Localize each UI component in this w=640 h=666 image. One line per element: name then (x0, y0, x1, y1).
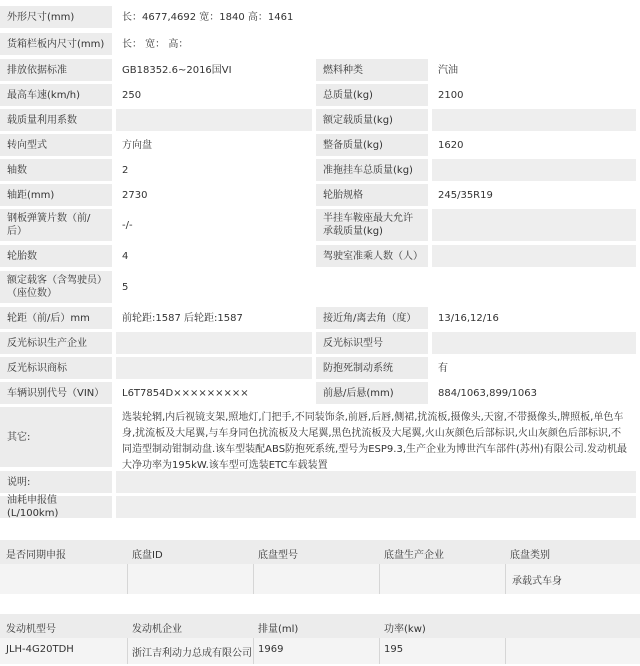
chassis-table (0, 540, 640, 594)
chassis-header-model: 底盘型号 (258, 550, 298, 561)
rated-load-label: 额定载质量(kg) (316, 109, 428, 131)
cargo-box-value: 长： 宽： 高： (122, 38, 189, 50)
reflector-maker-value (116, 332, 312, 354)
total-mass-value: 2100 (438, 89, 464, 101)
tire-count-value: 4 (122, 250, 129, 262)
tire-spec-value: 245/35R19 (438, 189, 493, 201)
chassis-divider (379, 564, 380, 594)
chassis-cell-id (132, 572, 250, 586)
engine-divider (505, 638, 506, 664)
chassis-cell-model (258, 572, 376, 586)
chassis-cell-maker (384, 572, 502, 586)
chassis-divider (505, 564, 506, 594)
reflector-maker-label: 反光标识生产企业 (0, 332, 112, 354)
dimensions-label: 外形尺寸(mm) (0, 6, 112, 28)
leaf-springs-value: -/- (122, 219, 133, 231)
cargo-box-label: 货箱栏板内尺寸(mm) (0, 33, 112, 55)
engine-cell-power: 195 (384, 644, 404, 655)
fuel-consumption-value (116, 496, 636, 518)
chassis-header-id: 底盘ID (132, 550, 163, 561)
wheelbase-label: 轴距(mm) (0, 184, 112, 206)
reflector-model-value (432, 332, 636, 354)
engine-header-power: 功率(kw) (384, 624, 426, 635)
engine-cell-displacement: 1969 (258, 644, 284, 655)
steering-label: 转向型式 (0, 134, 112, 156)
chassis-divider (127, 564, 128, 594)
saddle-load-value (432, 209, 636, 241)
other-label: 其它: (0, 407, 112, 467)
overhang-label: 前悬/后悬(mm) (316, 382, 428, 404)
engine-cell-model: JLH-4G20TDH (6, 644, 74, 655)
chassis-header-maker: 底盘生产企业 (384, 550, 444, 561)
chassis-header-category: 底盘类别 (510, 550, 550, 561)
tire-count-label: 轮胎数 (0, 245, 112, 267)
abs-label: 防抱死制动系统 (316, 357, 428, 379)
chassis-divider (253, 564, 254, 594)
reflector-brand-value (116, 357, 312, 379)
engine-divider (127, 638, 128, 664)
approach-departure-label: 接近角/离去角（度） (316, 307, 428, 329)
wheelbase-value: 2730 (122, 189, 148, 201)
rated-load-value (432, 109, 636, 131)
notes-value (116, 471, 636, 493)
other-value: 选装轮辋,内后视镜支架,照地灯,门把手,不同装饰条,前唇,后唇,侧裙,扰流板,摄像头,天窗,不带摄像头,牌照板,单色车身,扰流板及大尾翼,与车身同色扰流板及大尾翼,黑色扰流板及大尾翼,火山灰颜色后部标识,火山灰颜色后部标识,不同造型制动钳制动盘.该车型装配ABS防抱死系统,型号为ESP9.3,生产企业为博世汽车部件(苏州)有限公司.发动机最大净功率为195kW.该车型可选装ETC车载装置 (122, 412, 627, 471)
notes-label: 说明: (0, 471, 112, 493)
max-speed-label: 最高车速(km/h) (0, 84, 112, 106)
engine-cell-maker: 浙江吉利动力总成有限公司 (132, 648, 252, 659)
engine-table (0, 614, 640, 664)
max-speed-value: 250 (122, 89, 142, 101)
abs-value: 有 (438, 362, 448, 374)
cab-passengers-value (432, 245, 636, 267)
reflector-brand-label: 反光标识商标 (0, 357, 112, 379)
dimensions-value: 长：4677,4692 宽：1840 高：1461 (122, 11, 294, 23)
trailer-mass-value (432, 159, 636, 181)
emission-standard-label: 排放依据标准 (0, 59, 112, 81)
leaf-springs-label: 钢板弹簧片数（前/后） (0, 209, 112, 241)
cab-passengers-label: 驾驶室准乘人数（人） (316, 245, 428, 267)
rated-passengers-label: 额定载客（含驾驶员）（座位数） (0, 271, 112, 303)
approach-departure-value: 13/16,12/16 (438, 312, 499, 324)
fuel-consumption-label: 油耗申报值(L/100km) (0, 496, 112, 518)
load-utilization-label: 载质量利用系数 (0, 109, 112, 131)
engine-divider (253, 638, 254, 664)
overhang-value: 884/1063,899/1063 (438, 387, 537, 399)
curb-weight-value: 1620 (438, 139, 464, 151)
fuel-type-value: 汽油 (438, 64, 458, 76)
load-utilization-value (116, 109, 312, 131)
track-value: 前轮距:1587 后轮距:1587 (122, 312, 243, 324)
axles-value: 2 (122, 164, 129, 176)
tire-spec-label: 轮胎规格 (316, 184, 428, 206)
chassis-cell-same-period (6, 572, 124, 586)
reflector-model-label: 反光标识型号 (316, 332, 428, 354)
track-label: 轮距（前/后）mm (0, 307, 112, 329)
chassis-header-same-period: 是否同期申报 (6, 550, 66, 561)
rated-passengers-value: 5 (122, 281, 129, 293)
vin-value: L6T7854D××××××××× (122, 387, 249, 399)
engine-divider (379, 638, 380, 664)
engine-header-maker: 发动机企业 (132, 624, 182, 635)
trailer-mass-label: 准拖挂车总质量(kg) (316, 159, 428, 181)
vin-label: 车辆识别代号（VIN） (0, 382, 112, 404)
fuel-type-label: 燃料种类 (316, 59, 428, 81)
axles-label: 轴数 (0, 159, 112, 181)
engine-header-model: 发动机型号 (6, 624, 56, 635)
engine-header-displacement: 排量(ml) (258, 624, 299, 635)
total-mass-label: 总质量(kg) (316, 84, 428, 106)
curb-weight-label: 整备质量(kg) (316, 134, 428, 156)
saddle-load-label: 半挂车鞍座最大允许承载质量(kg) (316, 209, 428, 241)
chassis-cell-category: 承载式车身 (512, 576, 562, 587)
steering-value: 方向盘 (122, 139, 152, 151)
emission-standard-value: GB18352.6~2016国VI (122, 64, 232, 76)
